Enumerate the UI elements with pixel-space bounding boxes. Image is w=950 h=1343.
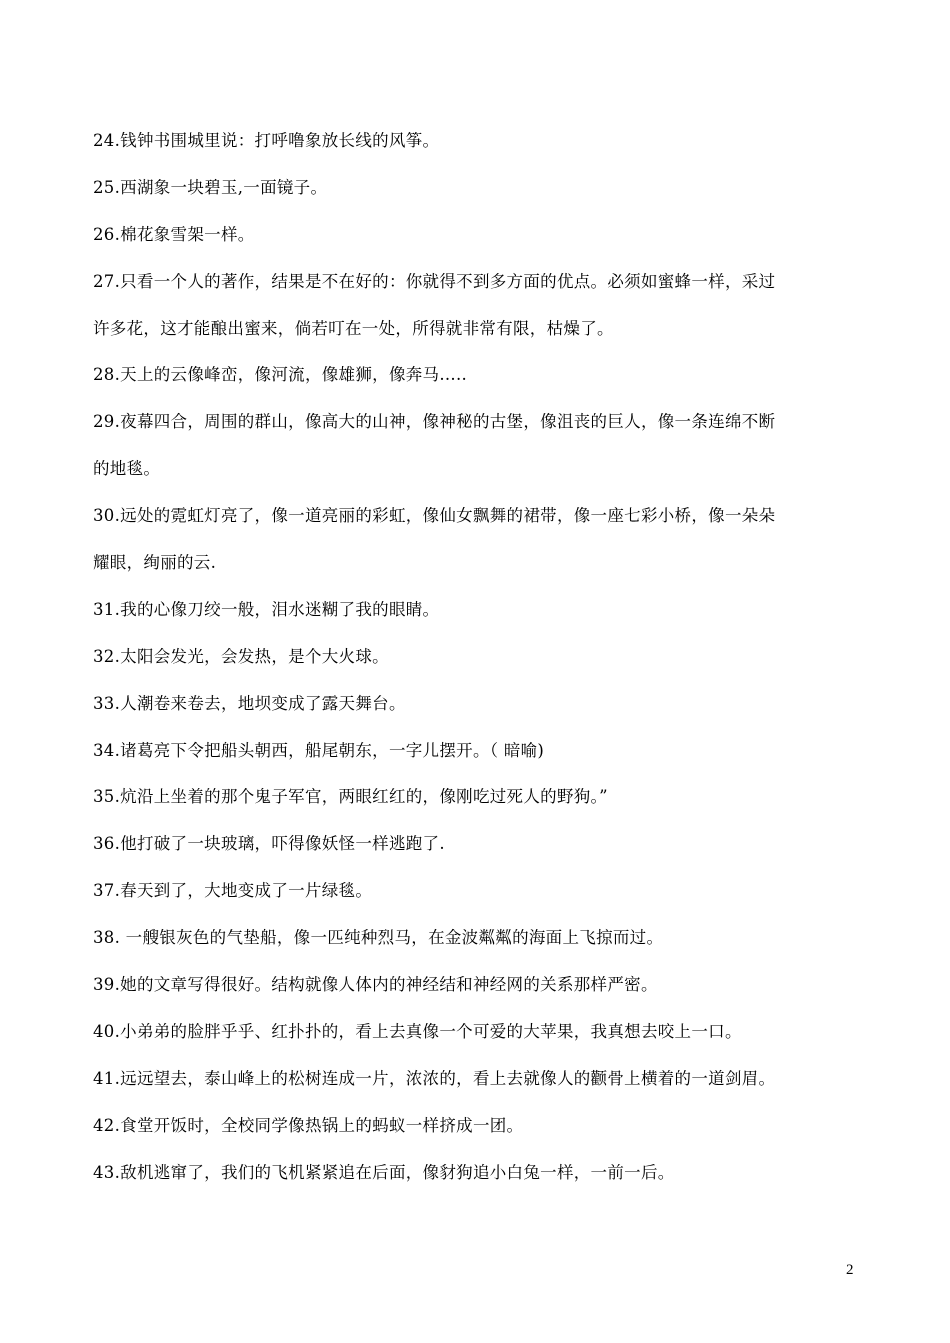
text-line: 39.她的文章写得很好。结构就像人体内的神经结和神经网的关系那样严密。 [93,975,658,995]
text-line: 28.天上的云像峰峦，像河流，像雄狮，像奔马..... [93,365,468,385]
text-line: 38. 一艘银灰色的气垫船，像一匹纯种烈马，在金波粼粼的海面上飞掠而过。 [93,928,664,948]
text-line: 耀眼，绚丽的云. [93,553,217,573]
text-line: 29.夜幕四合，周围的群山，像高大的山神，像神秘的古堡，像沮丧的巨人，像一条连绵不断 [93,412,776,432]
text-line: 37.春天到了，大地变成了一片绿毯。 [93,881,373,901]
text-line: 43.敌机逃窜了，我们的飞机紧紧追在后面，像豺狗追小白兔一样，一前一后。 [93,1162,675,1182]
text-line: 42.食堂开饭时，全校同学像热锅上的蚂蚁一样挤成一团。 [93,1115,524,1135]
text-line: 26.棉花象雪架一样。 [93,224,255,244]
text-line: 31.我的心像刀绞一般，泪水迷糊了我的眼睛。 [93,599,440,619]
text-line: 41.远远望去，泰山峰上的松树连成一片，浓浓的，看上去就像人的颧骨上横着的一道剑眉。 [93,1068,776,1088]
text-line: 34.诸葛亮下令把船头朝西，船尾朝东，一字儿摆开。（ 暗喻) [93,740,545,760]
text-line: 33.人潮卷来卷去，地坝变成了露天舞台。 [93,693,406,713]
text-line: 40.小弟弟的脸胖乎乎、红扑扑的，看上去真像一个可爱的大苹果，我真想去咬上一口。 [93,1021,742,1041]
document-body [93,118,863,1196]
text-line: 32.太阳会发光，会发热，是个大火球。 [93,646,389,666]
text-line: 25.西湖象一块碧玉,一面镜子。 [93,177,328,197]
page-number: 2 [846,1262,854,1278]
text-line: 30.远处的霓虹灯亮了，像一道亮丽的彩虹，像仙女飘舞的裙带，像一座七彩小桥，像一朵朵 [93,506,776,526]
text-line: 36.他打破了一块玻璃，吓得像妖怪一样逃跑了. [93,834,445,854]
text-line: 35.炕沿上坐着的那个鬼子军官，两眼红红的，像刚吃过死人的野狗。” [93,787,608,807]
text-line: 的地毯。 [93,459,161,479]
text-line: 许多花，这才能酿出蜜来，倘若叮在一处，所得就非常有限，枯燥了。 [93,318,614,338]
text-line: 24.钱钟书围城里说：打呼噜象放长线的风筝。 [93,131,440,150]
text-line: 27.只看一个人的著作，结果是不在好的：你就得不到多方面的优点。必须如蜜蜂一样，采过 [93,271,776,291]
